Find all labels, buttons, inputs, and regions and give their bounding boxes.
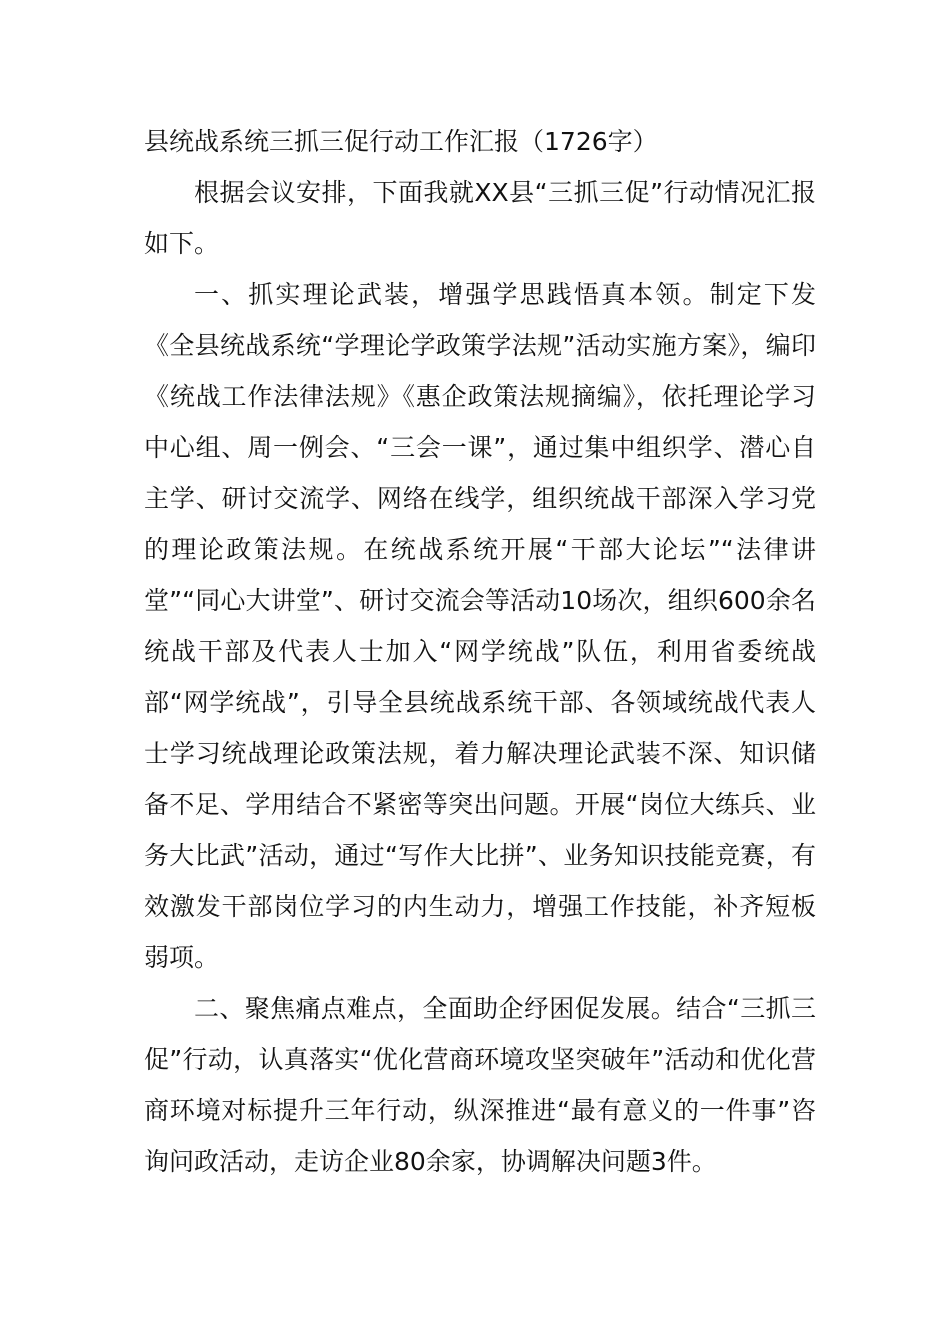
document-title: 县统战系统三抓三促行动工作汇报（1726字） [144, 127, 658, 156]
paragraph-section-one: 一、抓实理论武装，增强学思践悟真本领。制定下发《全县统战系统“学理论学政策学法规”活动实施方案》，编印《统战工作法律法规》《惠企政策法规摘编》，依托理论学习中心组、周一例会、“三会一课”，通过集中组织学、潜心自主学、研讨交流学、网络在线学，组织统战干部深入学习党的理论政策法规。在统战系统开展“干部大论坛”“法律讲堂”“同心大讲堂”、研讨交流会等活动10场次，组织600余名统战干部及代表人士加入“网学统战”队伍，利用省委统战部“网学统战”，引导全县统战系统干部、各领域统战代表人士学习统战理论政策法规，着力解决理论武装不深、知识储备不足、学用结合不紧密等突出问题。开展“岗位大练兵、业务大比武”活动，通过“写作大比拼”、业务知识技能竞赛，有效激发干部岗位学习的内生动力，增强工作技能，补齐短板弱项。 [144, 280, 816, 972]
paragraph-intro: 根据会议安排，下面我就XX县“三抓三促”行动情况汇报如下。 [144, 178, 816, 258]
document-body [144, 116, 816, 1187]
paragraph-section-two: 二、聚焦痛点难点，全面助企纾困促发展。结合“三抓三促”行动，认真落实“优化营商环境攻坚突破年”活动和优化营商环境对标提升三年行动，纵深推进“最有意义的一件事”咨询问政活动，走访企业80余家，协调解决问题3件。 [144, 994, 816, 1176]
